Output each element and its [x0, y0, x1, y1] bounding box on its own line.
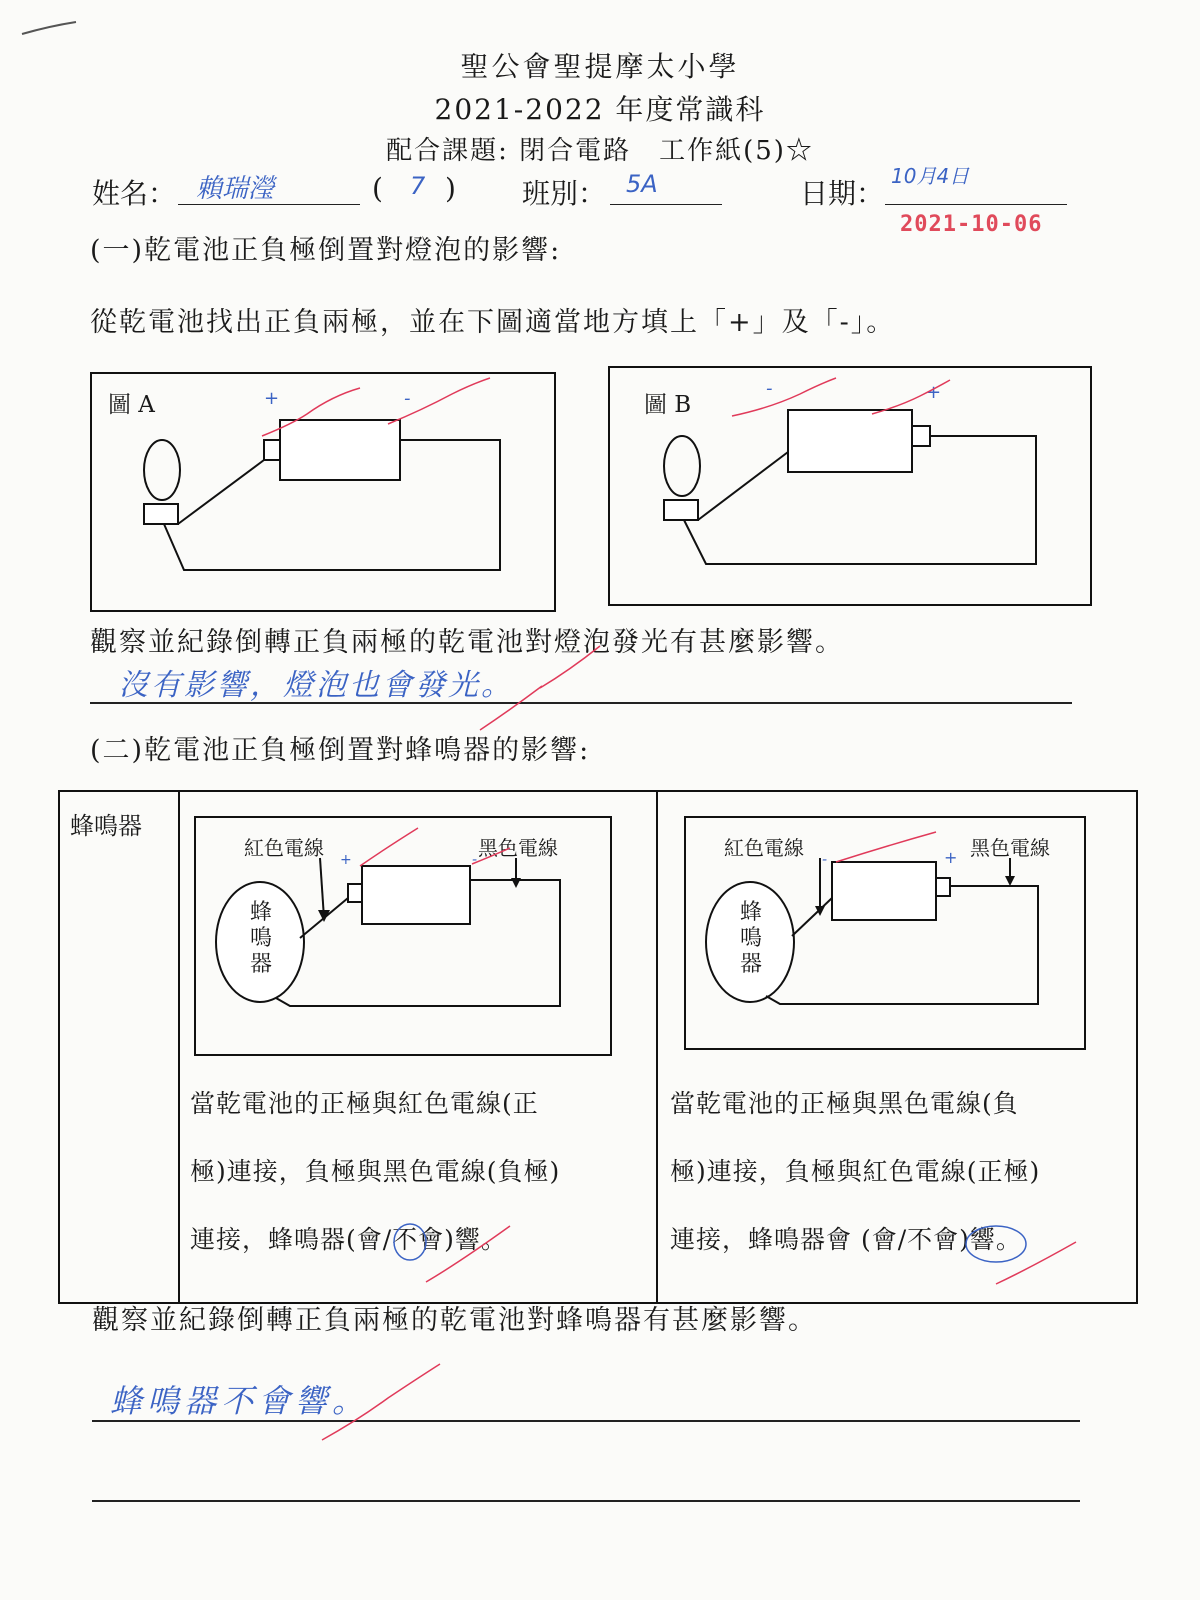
date-value: 10月4日 [891, 164, 970, 188]
right-tick-marks [686, 818, 1084, 1048]
left-check-tick [420, 1222, 520, 1292]
figure-a-plus-mark: + [264, 388, 280, 409]
left-minus-mark: - [472, 852, 478, 868]
number-value: 7 [410, 172, 426, 200]
left-tick-marks [196, 818, 610, 1054]
left-plus-mark: + [340, 852, 352, 868]
corner-mark [20, 18, 80, 38]
buzzer-row-header: 蜂鳴器 [70, 812, 142, 840]
right-text-line-1: 當乾電池的正極與黑色電線(負 [670, 1089, 1019, 1118]
figure-b-plus-mark: + [926, 382, 942, 403]
answer2-tick [318, 1360, 448, 1450]
right-check-tick [990, 1232, 1090, 1292]
left-red-wire-label: 紅色電線 [244, 836, 324, 860]
received-date-stamp: 2021-10-06 [900, 212, 1043, 237]
section1-question: 觀察並紀錄倒轉正負兩極的乾電池對燈泡發光有甚麼影響。 [90, 627, 844, 658]
figure-b-minus-mark: - [766, 378, 773, 399]
right-plus-mark: + [944, 848, 958, 867]
number-open: ( [372, 172, 383, 205]
academic-year: 2021-2022 年度常識科 [434, 93, 766, 126]
worksheet-topic: 配合課題: 閉合電路 工作紙(5)☆ [386, 136, 814, 166]
right-text-line-3: 連接，蜂鳴器會 (會/不會)響。 [670, 1225, 1022, 1254]
number-close: ) [445, 172, 456, 205]
table-divider-1 [178, 792, 180, 1302]
buzzer-table [58, 790, 1138, 1304]
figure-b-tick-marks [610, 368, 1090, 604]
right-text-line-2: 極)連接，負極與紅色電線(正極) [670, 1157, 1041, 1186]
section1-title: (一)乾電池正負極倒置對燈泡的影響: [90, 235, 562, 266]
buzzer-diagram-left [194, 816, 612, 1056]
answer1-tick [470, 640, 620, 740]
answer-line-2 [92, 1420, 1080, 1422]
name-label: 姓名： [92, 177, 177, 210]
figure-b-label: 圖 B [644, 392, 692, 418]
left-text-line-1: 當乾電池的正極與紅色電線(正 [190, 1089, 539, 1118]
left-text-line-2: 極)連接，負極與黑色電線(負極) [190, 1157, 561, 1186]
figure-a-minus-mark: - [404, 388, 411, 409]
left-text-line-3: 連接，蜂鳴器(會/不會)響。 [190, 1225, 507, 1254]
right-red-wire-label: 紅色電線 [724, 836, 804, 860]
answer-line-3 [92, 1500, 1080, 1502]
section2-answer: 蜂鳴器不會響。 [110, 1382, 370, 1420]
figure-b [608, 366, 1092, 606]
left-black-wire-label: 黑色電線 [478, 836, 558, 860]
section2-title: (二)乾電池正負極倒置對蜂鳴器的影響: [90, 735, 591, 766]
name-field [178, 170, 360, 205]
figure-a [90, 372, 556, 612]
right-buzzer-label: 蜂鳴器 [740, 900, 763, 977]
figure-a-tick-marks [92, 374, 554, 610]
table-divider-2 [656, 792, 658, 1302]
buzzer-diagram-right [684, 816, 1086, 1050]
figure-a-label: 圖 A [108, 392, 155, 418]
class-label: 班別： [522, 177, 607, 210]
name-value: 賴瑞瀅 [196, 174, 275, 204]
right-minus-mark: - [822, 852, 828, 868]
left-buzzer-label: 蜂鳴器 [250, 900, 273, 977]
school-name: 聖公會聖提摩太小學 [460, 50, 740, 83]
section2-question: 觀察並紀錄倒轉正負兩極的乾電池對蜂鳴器有甚麼影響。 [92, 1305, 817, 1336]
right-black-wire-label: 黑色電線 [970, 836, 1050, 860]
class-value: 5A [626, 170, 658, 198]
section1-answer: 沒有影響，燈泡也會發光。 [118, 668, 514, 703]
date-label: 日期： [800, 177, 885, 210]
section1-instruction: 從乾電池找出正負兩極，並在下圖適當地方填上「+」及「-」。 [90, 307, 896, 338]
date-field [885, 166, 1067, 205]
class-field [610, 170, 722, 205]
